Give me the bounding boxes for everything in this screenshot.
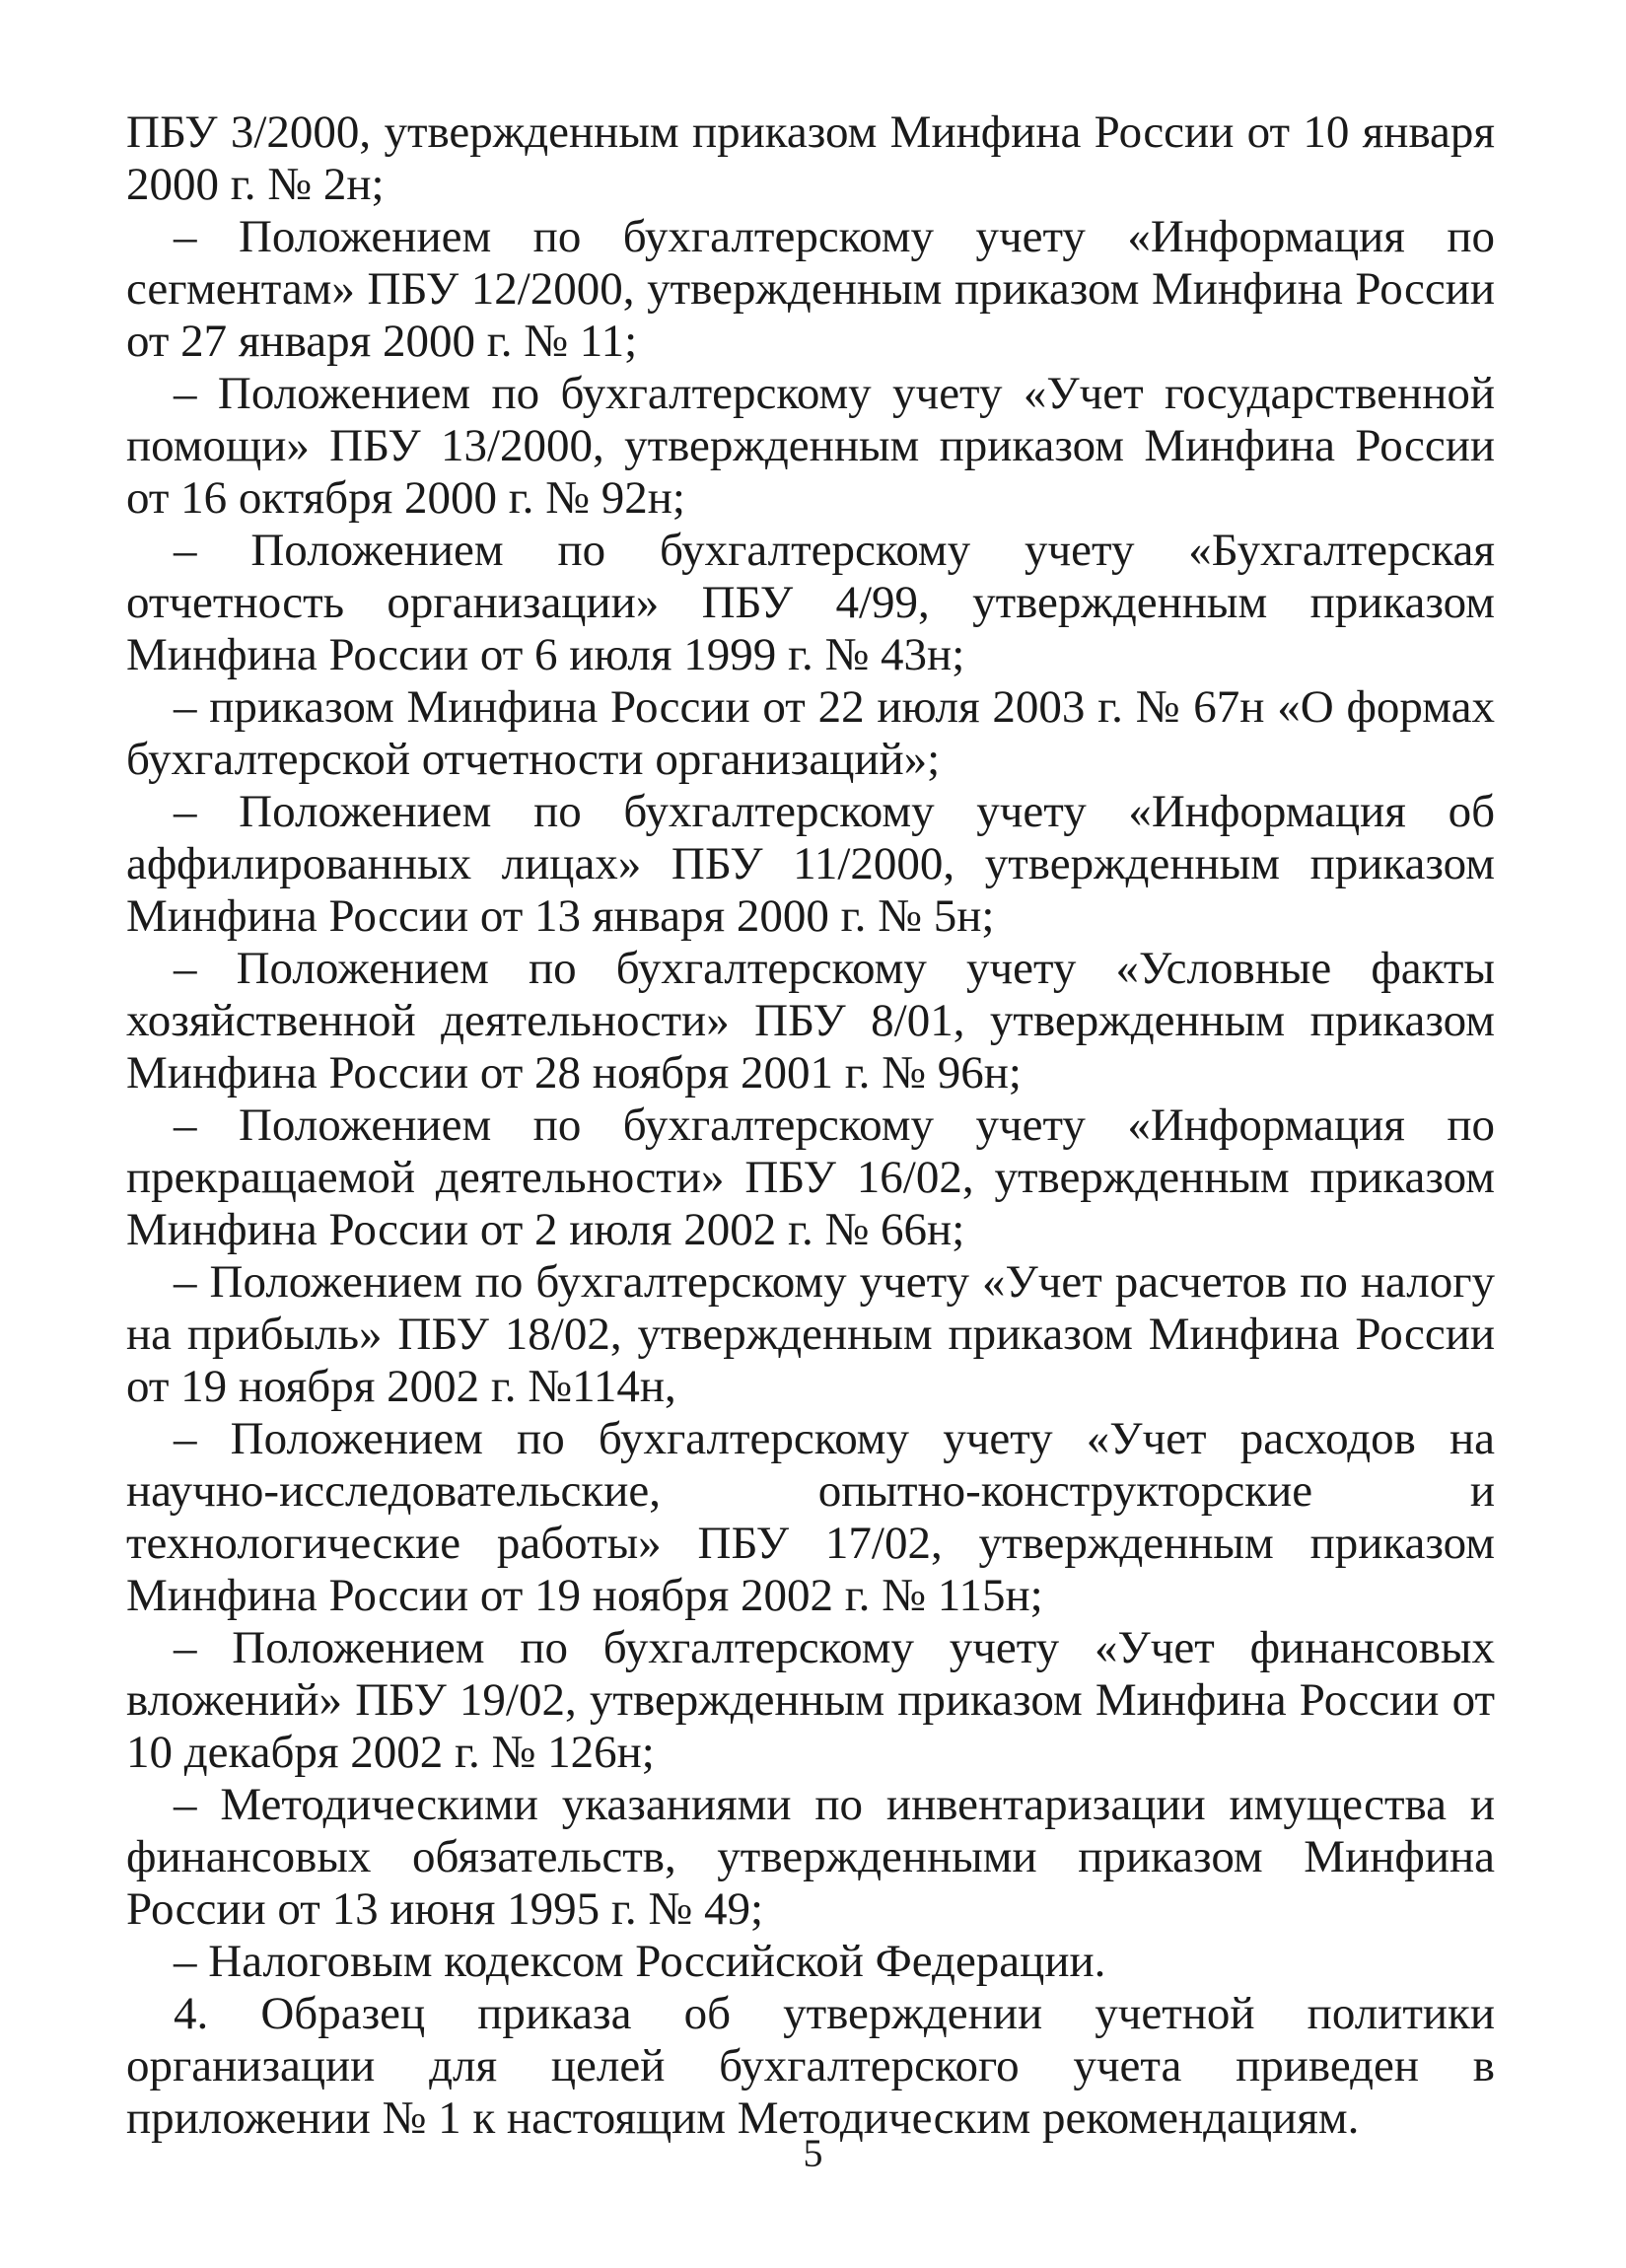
list-item: – Положением по бухгалтерскому учету «Учет государственной помощи» ПБУ 13/2000, утвержденным приказом Минфина России от 16 октября 2000 г. № 92н; [126,368,1495,524]
list-item: – Положением по бухгалтерскому учету «Учет расчетов по налогу на прибыль» ПБУ 18/02, утвержденным приказом Минфина России от 19 ноября 2002 г. №114н, [126,1256,1495,1412]
continuation-text: ПБУ 3/2000, утвержденным приказом Минфина России от 10 января 2000 г. № 2н; [126,106,1495,210]
list-item: – Налоговым кодексом Российской Федерации. [174,1936,1106,1987]
document-body [126,106,1495,2145]
list-item: – Положением по бухгалтерскому учету «Учет расходов на научно-исследовательские, опытно-конструкторские и технологические работы» ПБУ 17/02, утвержденным приказом Минфина России от 19 ноября 2002 г. № 115н; [126,1413,1495,1621]
list-item: – приказом Минфина России от 22 июля 2003 г. № 67н «О формах бухгалтерской отчетности организаций»; [126,681,1495,785]
list-item: – Положением по бухгалтерскому учету «Информация по прекращаемой деятельности» ПБУ 16/02, утвержденным приказом Минфина России от 2 июля 2002 г. № 66н; [126,1099,1495,1255]
list-item: – Методическими указаниями по инвентаризации имущества и финансовых обязательств, утвержденными приказом Минфина России от 13 июня 1995 г. № 49; [126,1779,1495,1935]
closing-paragraph: 4. Образец приказа об утверждении учетной политики организации для целей бухгалтерского учета приведен в приложении № 1 к настоящим Методическим рекомендациям. [126,1988,1495,2144]
list-item: – Положением по бухгалтерскому учету «Условные факты хозяйственной деятельности» ПБУ 8/01, утвержденным приказом Минфина России от 28 ноября 2001 г. № 96н; [126,943,1495,1099]
list-item: – Положением по бухгалтерскому учету «Информация по сегментам» ПБУ 12/2000, утвержденным приказом Минфина России от 27 января 2000 г. № 11; [126,211,1495,367]
page-number: 5 [803,2131,823,2175]
list-item: – Положением по бухгалтерскому учету «Учет финансовых вложений» ПБУ 19/02, утвержденным приказом Минфина России от 10 декабря 2002 г. № 126н; [126,1622,1495,1778]
list-item: – Положением по бухгалтерскому учету «Бухгалтерская отчетность организации» ПБУ 4/99, утвержденным приказом Минфина России от 6 июля 1999 г. № 43н; [126,525,1495,680]
list-item: – Положением по бухгалтерскому учету «Информация об аффилированных лицах» ПБУ 11/2000, утвержденным приказом Минфина России от 13 января 2000 г. № 5н; [126,786,1495,942]
